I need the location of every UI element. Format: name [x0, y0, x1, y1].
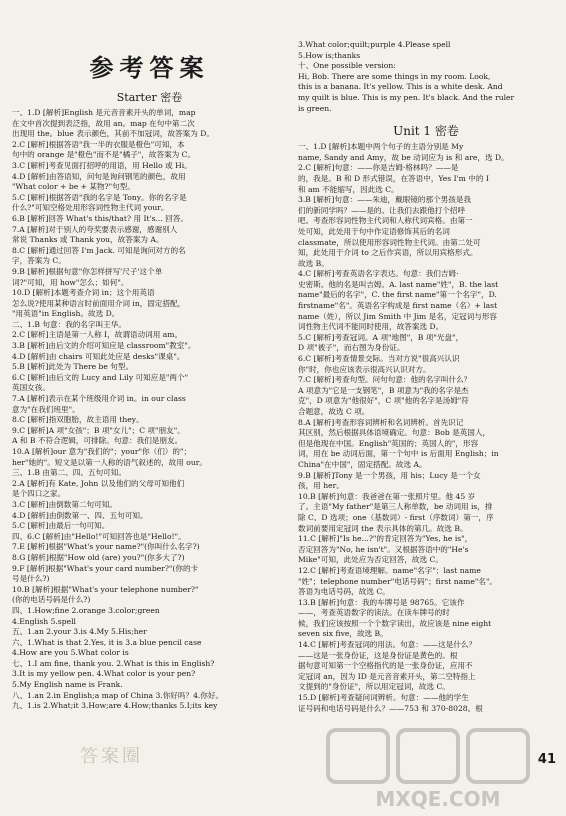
right-answer-line: 史密斯。他的名是叫吉姆。A. last name"姓"，B. the last [298, 279, 499, 289]
right-answer-line: 孩，用 her。 [298, 481, 344, 491]
left-answer-line: 5.My English name is Frank. [12, 680, 123, 690]
left-answer-lines [12, 108, 287, 712]
right-answer-line: 知，此处用于介词 to 之后作宾语，所以用宾格形式。 [298, 248, 478, 258]
right-answer-line: 8.A [解析]考查形容词辨析和名词辨析。首先识记 [298, 417, 464, 427]
page-number: 41 [537, 752, 556, 767]
left-answer-line: 8.G [解析]根据"How old (are) you?"(你多大了?) [12, 552, 185, 562]
left-answer-line: 常说 Thanks 或 Thank you，故答案为 A。 [12, 235, 164, 245]
section-title-unit1: Unit 1 密卷 [393, 124, 459, 139]
left-answer-line: 号是什么?) [12, 574, 50, 584]
right-answer-line: 5.C [解析]考查冠词。A 项"地图"，B 项"光盘"， [298, 332, 464, 342]
left-answer-line: 怎么说?使用某种语言时前面用介词 in，固定搭配， [12, 298, 186, 308]
right-top-answer-line: this is a banana. It's yellow. This is a white desk. And [298, 82, 503, 92]
watermark-text: MXQE.COM [375, 787, 501, 811]
left-answer-line: 出现用 the。blue 表示颜色，其前不加冠词，故答案为 D。 [12, 129, 214, 139]
right-answer-line: 了。主语"My father"是第三人称单数，be 动词用 is，排 [298, 502, 493, 512]
right-answer-line: Mike"可知，此处应为否定回答，故选 C。 [298, 555, 443, 565]
watermark-logo [320, 722, 555, 812]
right-answer-line: 的，我是。B 和 D 形式错误，在答语中，Yes I'm 中的 I [298, 173, 489, 183]
right-answer-line: 定冠词 an，因为 ID 是元音音素开头，第二空特指上 [298, 671, 476, 681]
right-top-answer-line: Hi, Bob. There are some things in my room. Look, [298, 71, 491, 81]
right-answer-line: 合题意，故选 C 项。 [298, 407, 370, 416]
left-answer-line: 6.C [解析]由后文的 Lucy and Lily 可知应是"两个" [12, 372, 189, 382]
right-top-answer-line: my quilt is blue. This is my pen. It's black. And the ruler [298, 92, 515, 102]
right-answer-line: 答语为电话号码，故选 C。 [298, 587, 390, 597]
left-answer-line: 9.B [解析]根据句意"你怎样拼写'尺子'这个单 [12, 266, 163, 276]
left-answer-line: 英国女孩。 [12, 383, 50, 393]
right-answer-line: 3.B [解析]句意：——朱迪，戴眼镜的那个男孩是我 [298, 195, 472, 205]
right-answer-line: 6.C [解析]考查情景交际。当对方说"很高兴认识 [298, 354, 460, 364]
left-answer-line: 二、1.B 句意：我的名字叫王华。 [12, 319, 126, 329]
watermark-logo-left: 答案圈 [80, 746, 143, 767]
right-answer-line: seven six five，故选 B。 [298, 629, 388, 639]
right-top-answer-line: 3.What color;quilt;purple 4.Please spell [298, 40, 451, 49]
left-answer-line: 10.B [解析]根据"What's your telephone number?" [12, 584, 199, 594]
left-answer-line: 3.C [解析]考查见面打招呼的用语，用 Hello 或 Hi。 [12, 160, 192, 170]
left-answer-line: 意为"在我们班里"。 [12, 404, 80, 414]
right-answer-line: 14.C [解析]考查冠词的用法。句意：——这是什么？ [298, 640, 477, 650]
right-answer-line: ——，考查英语数字的读法。在读车牌号的时 [298, 608, 450, 618]
left-answer-line: 2.C [解析]根据答语"我一半的衣服是橙色"可知，本 [12, 139, 185, 149]
left-answer-line: A 和 B 不符合逻辑，可排除。句意：我们是朋友。 [12, 436, 183, 446]
right-answer-line: 数词前要用定冠词 the 表示具体的第几。故选 B。 [298, 523, 468, 533]
left-answer-line: 7.E [解析]根据"What's your name?"(你叫什么名字?) [12, 542, 200, 552]
right-top-answer-lines [298, 40, 554, 114]
left-answer-line: 4.How are you 5.What color is [12, 648, 129, 658]
left-answer-line: 9.C [解析]A 项"女孩"；B 项"女儿"；C 项"朋友"。 [12, 425, 185, 435]
right-answer-line: 但是他现在中国。English"英国的；英国人的"，形容 [298, 438, 479, 448]
right-answer-line: classmate，所以使用形容词性物主代词。由第二处可 [298, 237, 481, 247]
right-top-answer-line: 十、One possible version: [298, 61, 396, 71]
right-answer-line: 候，我们应该按照一个个数字读出，故应该是 nine eight [298, 618, 492, 628]
left-answer-line: 6.B [解析]回答 What's this/that? 用 It's... 回答。 [12, 213, 188, 223]
right-answer-line: 吧。考查形容词性物主代词和人称代词宾格。由第一 [298, 216, 473, 226]
right-answer-line: A 项意为"它是一支钢笔"，B 项意为"我的名字是杰 [298, 385, 469, 395]
right-top-answer-line: 5.How is;thanks [298, 50, 361, 60]
right-answer-line: 除 C、D 选项；one（基数词）- first（序数词）第一，序 [298, 512, 494, 522]
right-answer-line: 故选 B。 [298, 258, 329, 268]
right-answer-line: 证号码和电话号码是什么？——753 和 370-8028。根 [298, 703, 483, 713]
right-answer-line: 7.C [解析]考查句型。问句句意：他的名字叫什么？ [298, 375, 472, 385]
left-answer-line: 8.C [解析]指双胞胎，故主语用 they。 [12, 415, 144, 425]
right-answer-line: 2.C [解析]句意：——你是吉姆·格林吗？——是 [298, 163, 459, 173]
left-answer-line: 四、1.How;fine 2.orange 3.color;green [12, 605, 160, 615]
left-answer-line: 3.It is my yellow pen. 4.What color is your pen? [12, 669, 196, 679]
left-answer-line: 句中的 orange 是"橙色"而不是"橘子"，故答案为 C。 [12, 150, 196, 160]
right-answer-line: 否定回答为"No, he isn't"。又根据答语中的"He's [298, 544, 469, 554]
left-answer-line: 4.D [解析]由倒数第一、四、五句可知。 [12, 510, 148, 520]
right-top-spacer [298, 0, 554, 40]
left-answer-line: 2.C [解析]主语是第一人称 I，故谓语动词用 am。 [12, 330, 183, 340]
left-answer-line: 7.A [解析]对于别人的夸奖要表示感谢，感谢别人 [12, 224, 178, 234]
right-answer-line: 你"时，你也应该表示很高兴认识对方。 [298, 364, 431, 374]
right-answer-line: 们的新同学吗？——是的。让我们去跟他打个招呼 [298, 205, 466, 215]
left-answer-line: 5.C [解析]根据答语"我的名字是 Tony。你的名字是 [12, 192, 187, 202]
left-answer-line: 什么?"可知空格处用形容词性物主代词 your。 [12, 203, 169, 213]
right-column [298, 0, 554, 714]
right-answer-line: 15.D [解析]考查疑问词辨析。句意：——他的学生 [298, 693, 469, 703]
left-answer-line: 4.D [解析]由 chairs 可知此处应是 desks"课桌"。 [12, 351, 185, 361]
left-answer-line: 七、1.I am fine, thank you. 2.What is this in English? [12, 658, 215, 668]
right-answer-line: China"在中国"，固定搭配。故选 A。 [298, 459, 427, 469]
left-answer-line: (你的电话号码是什么?) [12, 595, 91, 605]
left-answer-line: 词?"可知，用 how"怎么；如何"。 [12, 277, 129, 287]
right-answer-line: name, Sandy and Amy，故 be 动词应为 is 和 are，选 D。 [298, 152, 509, 162]
section-title-starter: Starter 密卷 [116, 91, 183, 104]
left-answer-line: 一、1.D [解析]English 是元音音素开头的单词，map [12, 108, 196, 117]
left-answer-line: 5.B [解析]此处为 There be 句型。 [12, 362, 134, 372]
left-answer-line: 3.B [解析]由后文的介绍可知应是 classroom"教室"。 [12, 341, 196, 351]
left-answer-line: 四、6.C [解析]由"Hello!"可知回答也是"Hello!"。 [12, 531, 186, 541]
left-answer-line: 在文中首次提到表泛指，故用 an。map 在句中第二次 [12, 118, 195, 128]
left-answer-line: 4.D [解析]由答语知，问句是询问钢笔的颜色，故用 [12, 171, 186, 181]
left-answer-line: 八、1.an 2.in English;a map of China 3.你好吗？4.你好。 [12, 690, 224, 700]
left-answer-line: 六、1.What is that 2.Yes, it is 3.a blue pencil case [12, 637, 202, 647]
right-answer-line: 13.B [解析]句意：我的车牌号是 98765。它该作 [298, 597, 465, 607]
right-answer-line: 文提到的"身份证"，所以用定冠词，故选 C。 [298, 682, 450, 692]
right-answer-line: 词，用在 be 动词后面，第一个句中 is 后面用 English；in [298, 449, 499, 459]
left-answer-line: 是个四口之家。 [12, 489, 66, 499]
left-column [12, 0, 287, 712]
right-top-answer-line: is green. [298, 103, 332, 113]
left-answer-line: 10.A [解析]our 意为"我们的"；your"你（们）的"； [12, 447, 192, 456]
right-answer-line: firstname"名"。英语名字构成是 first name（名）+ last [298, 301, 498, 311]
left-answer-line: 10.D [解析]本题考查介词 in；这个用英语 [12, 288, 155, 298]
left-answer-line: "用英语"in English。故选 D。 [12, 309, 120, 319]
left-answer-line: 九、1.is 2.What;it 3.How;are 4.How;thanks 5.I;its key [12, 701, 218, 711]
left-answer-line: 三、1.B 由第二、四、五句可知。 [12, 468, 126, 478]
right-answer-lines [298, 142, 554, 714]
left-answer-line: "What color + be + 某物?"句型。 [12, 182, 135, 192]
left-answer-line: 7.A [解析]表示在某个班级用介词 in。in our class [12, 394, 186, 404]
right-answer-line: 据句意可知第一个空格指代的是一张身份证，应用不 [298, 661, 473, 671]
left-answer-line: 2.A [解析]有 Kate, John 以及他们的父母可知他们 [12, 478, 185, 488]
left-answer-line: 9.F [解析]根据"What's your card number?"(你的卡 [12, 563, 199, 573]
right-answer-line: 和 am 不能缩写，因此选 C。 [298, 184, 399, 194]
right-answer-line: ——这是一张身份证，这是身份证是黄色的。根 [298, 650, 458, 660]
left-answer-line: 3.C [解析]由倒数第二句可知。 [12, 499, 117, 509]
right-answer-line: name"最后的名字"，C. the first name"第一个名字"，D. [298, 290, 497, 300]
right-answer-line: 一、1.D [解析]本题中两个句子的主语分别是 My [298, 142, 464, 152]
right-answer-line: 10.B [解析]句意：我爸爸在第一张照片里。他 45 岁 [298, 491, 476, 501]
right-answer-line: 11.C [解析]"Is he...?"的肯定回答为"Yes, he is"， [298, 534, 473, 544]
left-answer-line: her"她的"。短文是以第一人称的语气叙述的，故用 our。 [12, 457, 207, 467]
left-answer-line: 4.English 5.spell [12, 616, 76, 626]
right-answer-line: 其区别，然后根据具体语境确定。句意：Bob 是英国人， [298, 428, 491, 438]
left-answer-line: 五、1.an 2.your 3.is 4.My 5.His;her [12, 627, 147, 637]
left-answer-line: 字，答案为 C。 [12, 256, 66, 266]
right-answer-line: 处可知，此处用于句中作定语修饰其后的名词 [298, 226, 450, 236]
right-answer-line: 9.B [解析]Tony 是一个男孩，用 his；Lucy 是一个女 [298, 470, 481, 480]
left-answer-line: 8.C [解析]通过回答 I'm Jack. 可知是询问对方的名 [12, 245, 186, 255]
right-answer-line: D 项"被子"，而右图为身份证。 [298, 343, 405, 353]
page-title: 参考答案 [89, 53, 210, 82]
left-answer-line: 5.C [解析]由最后一句可知。 [12, 521, 110, 531]
right-answer-line: name（姓），所以 Jim Smith 中 Jim 是名，定冠词与形容 [298, 311, 498, 321]
right-answer-line: 词性物主代词不能同时使用，故答案选 D。 [298, 322, 444, 332]
right-answer-line: 4.C [解析]考查英语名字表达。句意：我们吉姆· [298, 269, 459, 279]
right-answer-line: "姓"；telephone number"电话号码"；first name"名"。 [298, 576, 498, 586]
right-answer-line: 克"，D 项意为"他很好"，C 项"他的名字是汤姆"符 [298, 396, 469, 406]
right-answer-line: 12.C [解析]考查语境理解。name"名字"；last name [298, 565, 481, 575]
